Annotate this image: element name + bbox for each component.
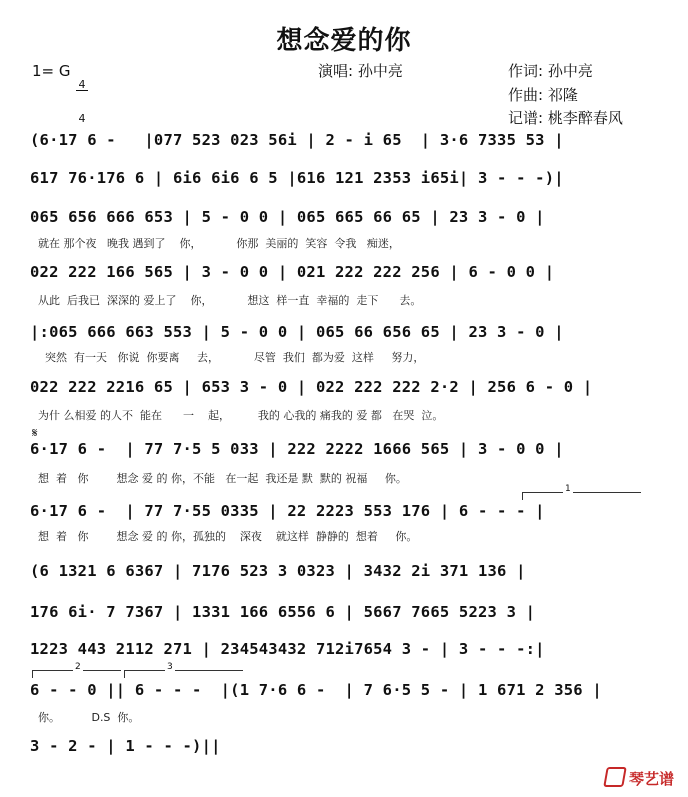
score-line-4: 022 222 166 565 | 3 - 0 0 | 021 222 222 256 | 6 - 0 0 | [30,263,555,281]
meter-bottom: 4 [78,112,86,125]
meter-top: 4 [76,79,88,91]
score-line-3: 065 656 666 653 | 5 - 0 0 | 065 665 66 65 | 23 3 - 0 | [30,208,545,226]
score-line-10: 176 6i· 7 7367 | 1331 166 6556 6 | 5667 7665 5223 3 | [30,603,536,621]
lyric-line-3: 就在 那个夜 晚我 遇到了 你， 你那 美丽的 笑容 令我 痴迷， [38,237,400,250]
score-line-5: |:065 666 663 553 | 5 - 0 0 | 065 66 656 65 | 23 3 - 0 | [30,323,564,341]
score-line-6: 022 222 2216 65 | 653 3 - 0 | 022 222 222 2·2 | 256 6 - 0 | [30,378,593,396]
key-signature: 1= G [32,62,71,80]
lyric-line-6: 为什 么相爱 的人不 能在 一 起， 我的 心我的 痛我的 爱 都 在哭 泣。 [38,409,444,422]
score-line-2: 617 76·176 6 | 6i6 6i6 6 5 |616 121 2353 i65i| 3 - - -)| [30,169,564,187]
site-logo [595,749,674,789]
volta-3-label: 3 [167,662,173,672]
score-line-13: 3 - 2 - | 1 - - -)|| [30,737,221,755]
score-line-8: 6·17 6 - | 77 7·55 0335 | 22 2223 553 176 | 6 - - - | [30,502,545,520]
lyric-line-8: 想 着 你 想念 爱 的 你，孤独的 深夜 就这样 静静的 想着 你。 [38,530,418,543]
lyric-line-7: 想 着 你 想念 爱 的 你，不能 在一起 我还是 默 默的 祝福 你。 [38,472,407,485]
volta-1-bracket [522,484,641,500]
segno-mark: 𝄋 [32,426,38,441]
score-line-1: (6·17 6 - |077 523 023 56i | 2 - i 65 | 3·6 7335 53 | [30,131,564,149]
logo-icon [603,767,627,787]
lyric-line-4: 从此 后我已 深深的 爱上了 你， 想这 样一直 幸福的 走下 去。 [38,294,422,307]
lyric-line-5: 突然 有一天 你说 你要离 去， 尽管 我们 都为爱 这样 努力， [38,351,425,364]
logo-text: 琴艺谱 [628,770,674,788]
score-line-7: 6·17 6 - | 77 7·5 5 033 | 222 2222 1666 565 | 3 - 0 0 | [30,440,564,458]
composer-credit: 作曲: 祁隆 [508,86,578,104]
volta-1-label: 1 [565,484,571,494]
time-signature [76,57,88,135]
song-title: 想念爱的你 [276,26,412,56]
singer-credit: 演唱: 孙中亮 [318,62,403,80]
volta-2-label: 2 [75,662,81,672]
score-line-9: (6 1321 6 6367 | 7176 523 3 0323 | 3432 2i 371 136 | [30,562,526,580]
score-line-12: 6 - - 0 || 6 - - - |(1 7·6 6 - | 7 6·5 5 - | 1 671 2 356 | [30,681,602,699]
lyric-line-12: 你。 D.S 你。 [38,711,140,724]
lyricist-credit: 作词: 孙中亮 [508,62,593,80]
volta-2-bracket [32,662,121,678]
transcriber-credit: 记谱: 桃李醉春风 [508,109,623,127]
score-line-11: 1223 443 2112 271 | 234543432 712i7654 3 - | 3 - - -:| [30,640,545,658]
volta-3-bracket [124,662,243,678]
